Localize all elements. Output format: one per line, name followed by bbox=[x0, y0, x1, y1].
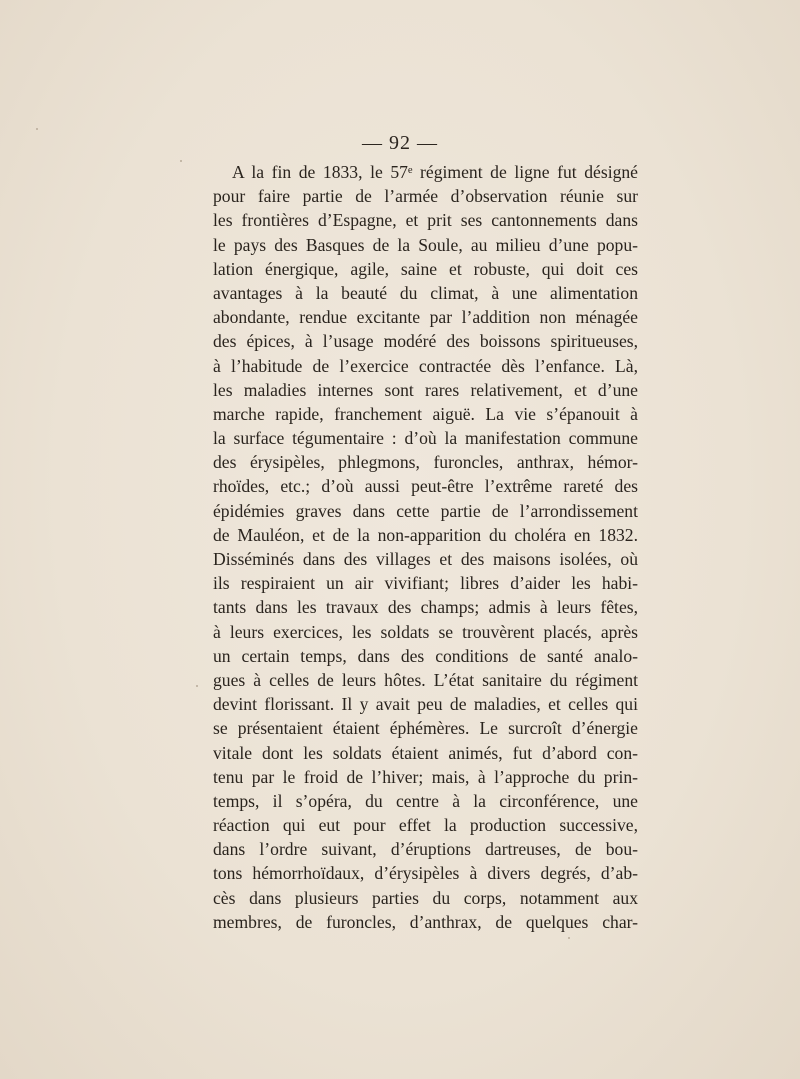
paper-speck bbox=[180, 160, 182, 162]
text-line: les frontières d’Espagne, et prit ses cantonnements dans bbox=[213, 210, 638, 231]
text-line: les maladies internes sont rares relativement, et d’une bbox=[213, 379, 638, 400]
text-line: le pays des Basques de la Soule, au milieu d’une popu- bbox=[213, 234, 638, 255]
text-line: épidémies graves dans cette partie de l’arrondissement bbox=[213, 500, 638, 521]
text-line: de Mauléon, et de la non-apparition du choléra en 1832. bbox=[213, 524, 638, 545]
text-line: marche rapide, franchement aiguë. La vie s’épanouit à bbox=[213, 403, 638, 424]
text-line: pour faire partie de l’armée d’observation réunie sur bbox=[213, 186, 638, 207]
text-line: des érysipèles, phlegmons, furoncles, anthrax, hémor- bbox=[213, 452, 638, 473]
paper-speck bbox=[196, 685, 198, 687]
text-line: tons hémorrhoïdaux, d’érysipèles à divers degrés, d’ab- bbox=[213, 863, 638, 884]
text-line: dans l’ordre suivant, d’éruptions dartreuses, de bou- bbox=[213, 839, 638, 860]
text-line: un certain temps, dans des conditions de santé analo- bbox=[213, 645, 638, 666]
paper-speck bbox=[36, 128, 38, 130]
text-line: A la fin de 1833, le 57ᵉ régiment de ligne fut désigné bbox=[232, 162, 638, 182]
paper-speck bbox=[568, 937, 570, 939]
text-line: des épices, à l’usage modéré des boissons spiritueuses, bbox=[213, 331, 638, 352]
text-line: lation énergique, agile, saine et robuste, qui doit ces bbox=[213, 258, 638, 279]
page-number: — 92 — bbox=[362, 132, 438, 154]
text-line: à leurs exercices, les soldats se trouvèrent placés, après bbox=[213, 621, 638, 642]
text-line: devint florissant. Il y avait peu de maladies, et celles qui bbox=[213, 694, 638, 715]
text-line: gues à celles de leurs hôtes. L’état sanitaire du régiment bbox=[213, 669, 638, 690]
text-line: avantages à la beauté du climat, à une alimentation bbox=[213, 282, 638, 303]
body-paragraph bbox=[213, 160, 638, 934]
text-line: abondante, rendue excitante par l’addition non ménagée bbox=[213, 307, 638, 328]
text-line: vitale dont les soldats étaient animés, fut d’abord con- bbox=[213, 742, 638, 763]
text-line: se présentaient étaient éphémères. Le surcroît d’énergie bbox=[213, 718, 638, 739]
text-line: tants dans les travaux des champs; admis à leurs fêtes, bbox=[213, 597, 638, 618]
text-line: réaction qui eut pour effet la production successive, bbox=[213, 815, 638, 836]
text-line: Disséminés dans des villages et des maisons isolées, où bbox=[213, 549, 638, 569]
text-line: la surface tégumentaire : d’où la manifestation commune bbox=[213, 428, 638, 449]
text-line: à l’habitude de l’exercice contractée dès l’enfance. Là, bbox=[213, 355, 638, 376]
text-line: membres, de furoncles, d’anthrax, de quelques char- bbox=[213, 911, 638, 932]
text-line: temps, il s’opéra, du centre à la circonférence, une bbox=[213, 790, 638, 811]
text-line: tenu par le froid de l’hiver; mais, à l’approche du prin- bbox=[213, 766, 638, 787]
text-line: ils respiraient un air vivifiant; libres d’aider les habi- bbox=[213, 573, 638, 594]
text-line: rhoïdes, etc.; d’où aussi peut-être l’extrême rareté des bbox=[213, 476, 638, 497]
text-line: cès dans plusieurs parties du corps, notamment aux bbox=[213, 887, 638, 908]
